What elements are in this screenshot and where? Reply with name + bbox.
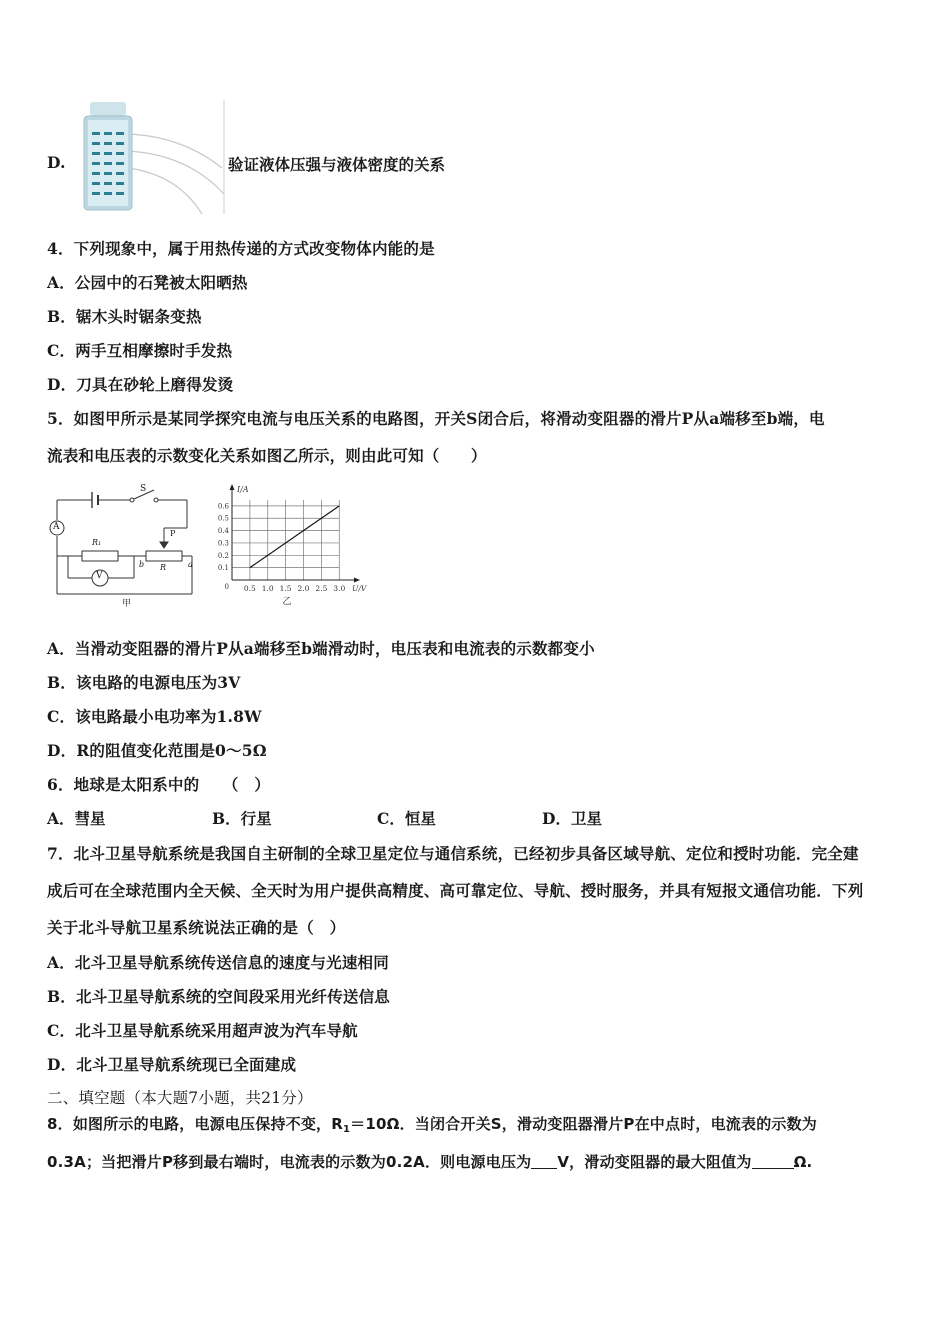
q6-stem: 6．地球是太阳系中的 （ ） — [47, 775, 271, 794]
q3-option-d-label: D. — [47, 153, 66, 172]
q7-stem-line3: 关于北斗导航卫星系统说法正确的是（ ） — [47, 918, 346, 937]
series-line — [250, 506, 339, 568]
q5-option-c: C．该电路最小电功率为1.8W — [47, 707, 262, 726]
y-axis-arrow — [230, 484, 235, 490]
q5-option-d: D．R的阻值变化范围是0～5Ω — [47, 741, 267, 760]
q3-option-d-text: 验证液体压强与液体密度的关系 — [228, 155, 446, 174]
x-tick-label: 2.5 — [315, 584, 328, 593]
q5-stem-line1: 5．如图甲所示是某同学探究电流与电压关系的电路图，开关S闭合后，将滑动变阻器的滑片P从a端移至b端，电 — [47, 409, 825, 428]
q8-line1-a: 8．如图所示的电路，电源电压保持不变，R — [47, 1115, 343, 1133]
q7-option-c: C．北斗卫星导航系统采用超声波为汽车导航 — [47, 1021, 358, 1040]
r1-label: R₁ — [92, 538, 102, 547]
r-label: R — [160, 563, 167, 572]
q4-stem: 4．下列现象中，属于用热传递的方式改变物体内能的是 — [47, 239, 435, 258]
q7-stem-line1: 7．北斗卫星导航系统是我国自主研制的全球卫星定位与通信系统，已经初步具备区域导航、定位和授时功能．完全建 — [47, 844, 859, 863]
y-tick-label: 0.6 — [217, 502, 229, 511]
q7-option-a: A．北斗卫星导航系统传送信息的速度与光速相同 — [47, 953, 389, 972]
q7-option-b: B．北斗卫星导航系统的空间段采用光纤传送信息 — [47, 987, 391, 1006]
x-axis-arrow — [354, 578, 360, 583]
slider-label: P — [170, 529, 176, 538]
q4-option-d: D．刀具在砂轮上磨得发烫 — [47, 375, 234, 394]
q4-option-b: B．锯木头时锯条变热 — [47, 307, 202, 326]
q8-line2-c: Ω. — [793, 1153, 813, 1171]
q8-blank-voltage[interactable] — [531, 1154, 557, 1169]
q5-option-b: B．该电路的电源电压为3V — [47, 673, 241, 692]
x-tick-label: 0.5 — [243, 584, 256, 593]
q8-line1-sub: 1 — [343, 1124, 351, 1135]
q8-blank-resistance[interactable] — [752, 1154, 794, 1169]
q6-option-c: C．恒星 — [377, 809, 436, 828]
q6-option-d: D．卫星 — [542, 809, 602, 828]
q5-stem-line2: 流表和电压表的示数变化关系如图乙所示，则由此可知（ ） — [47, 446, 487, 465]
section2-heading: 二、填空题（本大题7小题，共21分） — [47, 1089, 313, 1107]
x-tick-label: 1.5 — [279, 584, 292, 593]
q6-option-b: B．行星 — [212, 809, 272, 828]
end-a-label: a — [188, 560, 193, 569]
x-tick-label: 2.0 — [297, 584, 310, 593]
iu-chart-svg — [210, 480, 370, 610]
x-axis-label: U/V — [352, 584, 367, 593]
q5-option-a: A．当滑动变阻器的滑片P从a端移至b端滑动时，电压表和电流表的示数都变小 — [47, 639, 595, 658]
circuit-caption: 甲 — [122, 599, 132, 609]
q8-line2-a: 0.3A；当把滑片P移到最右端时，电流表的示数为0.2A．则电源电压为 — [47, 1153, 532, 1171]
x-tick-label: 3.0 — [333, 584, 346, 593]
q6-option-a: A．彗星 — [47, 809, 106, 828]
y-tick-label: 0.3 — [217, 539, 229, 548]
liquid-pressure-figure — [72, 96, 230, 216]
y-tick-label: 0.2 — [217, 551, 229, 560]
voltmeter-label: V — [96, 571, 103, 581]
q8-line2-b: V，滑动变阻器的最大阻值为 — [557, 1153, 752, 1171]
end-b-label: b — [139, 560, 145, 569]
chart-caption: 乙 — [282, 597, 292, 607]
iu-chart — [210, 480, 370, 610]
y-tick-label: 0.5 — [217, 514, 229, 523]
q4-option-c: C．两手互相摩擦时手发热 — [47, 341, 233, 360]
q7-stem-line2: 成后可在全球范围内全天候、全天时为用户提供高精度、高可靠定位、导航、授时服务，并具有短报文通信功能．下列 — [47, 881, 864, 900]
q7-option-d: D．北斗卫星导航系统现已全面建成 — [47, 1055, 297, 1074]
switch-label: S — [140, 484, 147, 494]
q8-line1 — [47, 1113, 817, 1135]
q8-line2 — [47, 1151, 812, 1172]
origin-label: 0 — [224, 583, 229, 591]
circuit-diagram — [42, 482, 202, 610]
q4-option-a: A．公园中的石凳被太阳晒热 — [47, 273, 248, 292]
ammeter-label: A — [53, 522, 60, 532]
x-tick-label: 1.0 — [261, 584, 274, 593]
y-tick-label: 0.1 — [217, 564, 229, 573]
y-axis-label: I/A — [237, 485, 249, 494]
q8-line1-b: ＝10Ω．当闭合开关S，滑动变阻器滑片P在中点时，电流表的示数为 — [350, 1115, 817, 1133]
y-tick-label: 0.4 — [217, 527, 229, 536]
